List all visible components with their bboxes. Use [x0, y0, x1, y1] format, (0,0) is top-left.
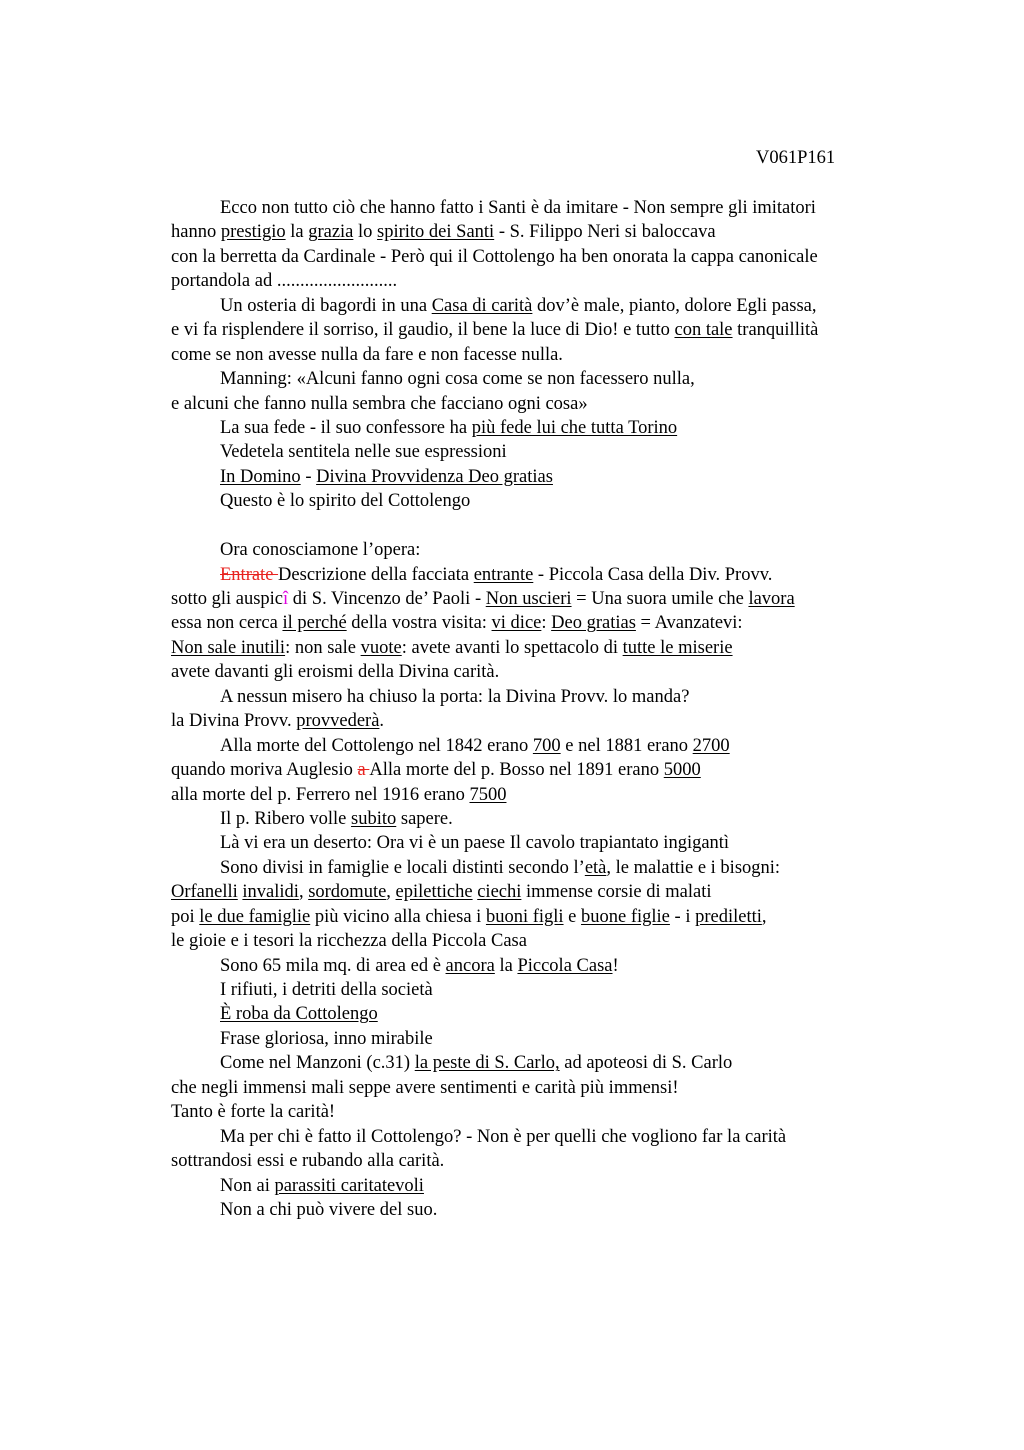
underlined-text: ciechi — [477, 882, 522, 903]
text-line — [171, 905, 911, 929]
underlined-text: prestigio — [220, 222, 286, 243]
text-segment: Ecco non tutto ciò che hanno fatto i Santi è da imitare - Non sempre gli imitatori — [220, 198, 816, 218]
text-segment: - Piccola Casa della Div. Provv. — [533, 564, 773, 585]
text-segment: tranquillità — [732, 320, 819, 341]
text-line — [171, 1125, 911, 1149]
underlined-text: tutte le miserie — [622, 637, 733, 658]
text-segment: con la berretta da Cardinale - Però qui il Cottolengo ha ben onorata la cappa canonicale — [171, 246, 818, 267]
text-line — [171, 318, 911, 342]
text-segment: Un osteria di bagordi in una — [220, 295, 432, 316]
text-line — [171, 1051, 911, 1075]
underlined-text: provvederà — [296, 711, 380, 732]
text-segment: Come nel Manzoni (c.31) — [220, 1053, 415, 1074]
text-line — [171, 563, 911, 587]
text-segment: - S. Filippo Neri si baloccava — [494, 222, 716, 243]
text-segment: di S. Vincenzo de’ Paoli - — [288, 589, 486, 609]
text-line — [171, 489, 911, 513]
text-line — [171, 1100, 911, 1124]
text-segment: immense corsie di malati — [521, 882, 712, 903]
underlined-text: parassiti caritatevoli — [274, 1175, 424, 1196]
underlined-text: età — [584, 857, 607, 878]
underlined-text: prediletti — [695, 906, 762, 927]
text-segment: = Una suora umile che — [571, 589, 749, 609]
text-segment: sapere. — [396, 808, 453, 829]
underlined-text: ancora — [445, 955, 495, 976]
text-segment: la — [285, 222, 309, 243]
underlined-text: buone figlie — [581, 906, 670, 927]
text-segment: portandola ad .......................... — [171, 271, 398, 292]
underlined-text: 2700 — [692, 735, 730, 756]
underlined-text: È roba da Cottolengo — [220, 1004, 378, 1025]
underlined-text: più fede lui che tutta Torino — [471, 417, 678, 438]
text-line — [171, 269, 911, 293]
text-line — [171, 1002, 911, 1026]
text-line — [171, 1174, 911, 1198]
text-segment: Questo è lo spirito del Cottolengo — [220, 491, 471, 512]
underlined-text: epilettiche — [395, 882, 473, 903]
text-segment: , — [298, 882, 309, 903]
text-segment: Manning: «Alcuni fanno ogni cosa come se non facessero nulla, — [220, 369, 695, 390]
underlined-text: spirito dei Santi — [377, 222, 495, 243]
underlined-text: Divina Provvidenza Deo gratias — [316, 466, 553, 487]
underlined-text: con tale — [674, 320, 733, 341]
underlined-text: 5000 — [663, 760, 701, 781]
text-segment: Ma per chi è fatto il Cottolengo? - Non è per quelli che vogliono far la carità — [220, 1126, 787, 1147]
text-segment: quando moriva Auglesio — [171, 760, 358, 781]
text-segment: Descrizione della facciata — [278, 564, 474, 585]
text-line — [171, 636, 911, 660]
text-segment: Il p. Ribero volle — [220, 808, 352, 829]
text-line — [171, 220, 911, 244]
text-segment: Tanto è forte la carità! — [171, 1102, 336, 1123]
text-line — [171, 245, 911, 269]
text-segment: , le malattie e i bisogni: — [606, 857, 781, 878]
underlined-text: la peste di S. Carlo, — [414, 1053, 560, 1074]
underlined-text: vuote — [360, 637, 402, 658]
text-line — [171, 367, 911, 391]
text-segment: ad apoteosi di S. Carlo — [559, 1053, 733, 1074]
text-line — [171, 465, 911, 489]
text-segment: , — [761, 906, 767, 927]
underlined-text: sordomute — [308, 882, 387, 903]
text-line — [171, 1027, 911, 1051]
text-segment: - i — [669, 906, 696, 927]
underlined-text: le due famiglie — [199, 906, 311, 927]
text-line — [171, 440, 911, 464]
underlined-text: In Domino — [220, 466, 301, 487]
text-segment: hanno — [171, 222, 221, 243]
text-segment: ! — [612, 955, 619, 976]
text-segment: Vedetela sentitela nelle sue espressioni — [220, 442, 507, 463]
page-identifier: V061P161 — [756, 148, 836, 168]
text-line — [171, 343, 911, 367]
text-segment: Là vi era un deserto: Ora vi è un paese Il cavolo trapiantato ingigantì — [220, 833, 730, 854]
text-segment: essa non cerca — [171, 613, 283, 634]
underlined-text: Orfanelli — [171, 882, 238, 903]
text-segment: I rifiuti, i detriti della società — [220, 980, 433, 1000]
text-segment: più vicino alla chiesa i — [310, 906, 486, 927]
text-segment: Sono 65 mila mq. di area ed è — [220, 955, 446, 976]
text-line — [171, 807, 911, 831]
text-line — [171, 978, 911, 1002]
underlined-text: Casa di carità — [431, 295, 533, 316]
text-segment: : non sale — [285, 637, 361, 658]
text-segment: - — [300, 466, 317, 487]
text-segment: Alla morte del p. Bosso nel 1891 erano — [369, 760, 664, 781]
underlined-text: lavora — [748, 589, 795, 609]
text-segment: A nessun misero ha chiuso la porta: la Divina Provv. lo manda? — [220, 686, 690, 707]
struck-text: a — [357, 760, 370, 781]
text-segment: alla morte del p. Ferrero nel 1916 erano — [171, 784, 470, 805]
text-line — [171, 1149, 911, 1173]
text-segment: Ora conosciamone l’opera: — [220, 540, 421, 561]
text-segment: Non ai — [220, 1175, 275, 1196]
blank-line — [171, 514, 911, 538]
text-line — [171, 734, 911, 758]
underlined-text: 7500 — [469, 784, 507, 805]
text-segment: = Avanzatevi: — [635, 613, 743, 634]
text-segment: e — [563, 906, 582, 927]
text-segment: le gioie e i tesori la ricchezza della Piccola Casa — [171, 931, 527, 952]
text-segment: Sono divisi in famiglie e locali distinti secondo l’ — [220, 857, 585, 878]
text-segment: avete davanti gli eroismi della Divina carità. — [171, 662, 500, 683]
text-segment: lo — [353, 222, 378, 243]
underlined-text: il perché — [282, 613, 347, 634]
text-segment: Frase gloriosa, inno mirabile — [220, 1028, 433, 1049]
text-segment: La sua fede - il suo confessore ha — [220, 417, 472, 438]
text-line — [171, 856, 911, 880]
text-segment: e nel 1881 erano — [560, 735, 693, 756]
text-line — [171, 1198, 911, 1222]
text-segment: della vostra visita: — [346, 613, 492, 634]
underlined-text: Deo gratias — [551, 613, 636, 634]
underlined-text: subito — [351, 808, 397, 829]
underlined-text: grazia — [308, 222, 354, 243]
text-segment: Alla morte del Cottolengo nel 1842 erano — [220, 735, 533, 756]
underlined-text: buoni figli — [485, 906, 564, 927]
text-segment: : avete avanti lo spettacolo di — [401, 637, 623, 658]
document-body — [171, 196, 911, 1222]
underlined-text: entrante — [473, 564, 534, 585]
underlined-text: 700 — [532, 735, 561, 756]
underlined-text: invalidi — [242, 882, 299, 903]
text-line — [171, 660, 911, 684]
text-line — [171, 196, 911, 220]
text-segment: la Divina Provv. — [171, 711, 297, 732]
text-line — [171, 783, 911, 807]
text-line — [171, 880, 911, 904]
text-segment: Non a chi può vivere del suo. — [220, 1199, 438, 1220]
text-segment: che negli immensi mali seppe avere sentimenti e carità più immensi! — [171, 1077, 679, 1098]
text-line — [171, 611, 911, 635]
highlighted-char: î — [283, 589, 289, 609]
underlined-text: Non uscieri — [485, 589, 572, 609]
struck-text: Entrate — [220, 564, 279, 585]
text-segment: sottrandosi essi e rubando alla carità. — [171, 1151, 445, 1172]
text-segment: la — [494, 955, 518, 976]
text-segment: sotto gli auspic — [171, 589, 284, 609]
text-line — [171, 1076, 911, 1100]
text-line — [171, 929, 911, 953]
text-line — [171, 831, 911, 855]
text-line — [171, 538, 911, 562]
underlined-text: vi dice — [491, 613, 542, 634]
underlined-text: Piccola Casa — [517, 955, 613, 976]
text-segment: : — [541, 613, 552, 634]
text-line — [171, 709, 911, 733]
text-segment: , — [386, 882, 396, 903]
text-segment: e vi fa risplendere il sorriso, il gaudio, il bene la luce di Dio! e tutto — [171, 320, 675, 341]
text-segment: poi — [171, 906, 200, 927]
underlined-text: Non sale inutili — [171, 637, 286, 658]
text-segment: . — [379, 711, 385, 732]
text-line — [171, 587, 911, 611]
text-segment: come se non avesse nulla da fare e non facesse nulla. — [171, 344, 563, 365]
text-line — [171, 954, 911, 978]
text-segment: e alcuni che fanno nulla sembra che facciano ogni cosa» — [171, 393, 588, 414]
text-line — [171, 685, 911, 709]
text-line — [171, 392, 911, 416]
text-segment: dov’è male, pianto, dolore Egli passa, — [532, 295, 817, 316]
text-line — [171, 416, 911, 440]
text-line — [171, 758, 911, 782]
text-line — [171, 294, 911, 318]
